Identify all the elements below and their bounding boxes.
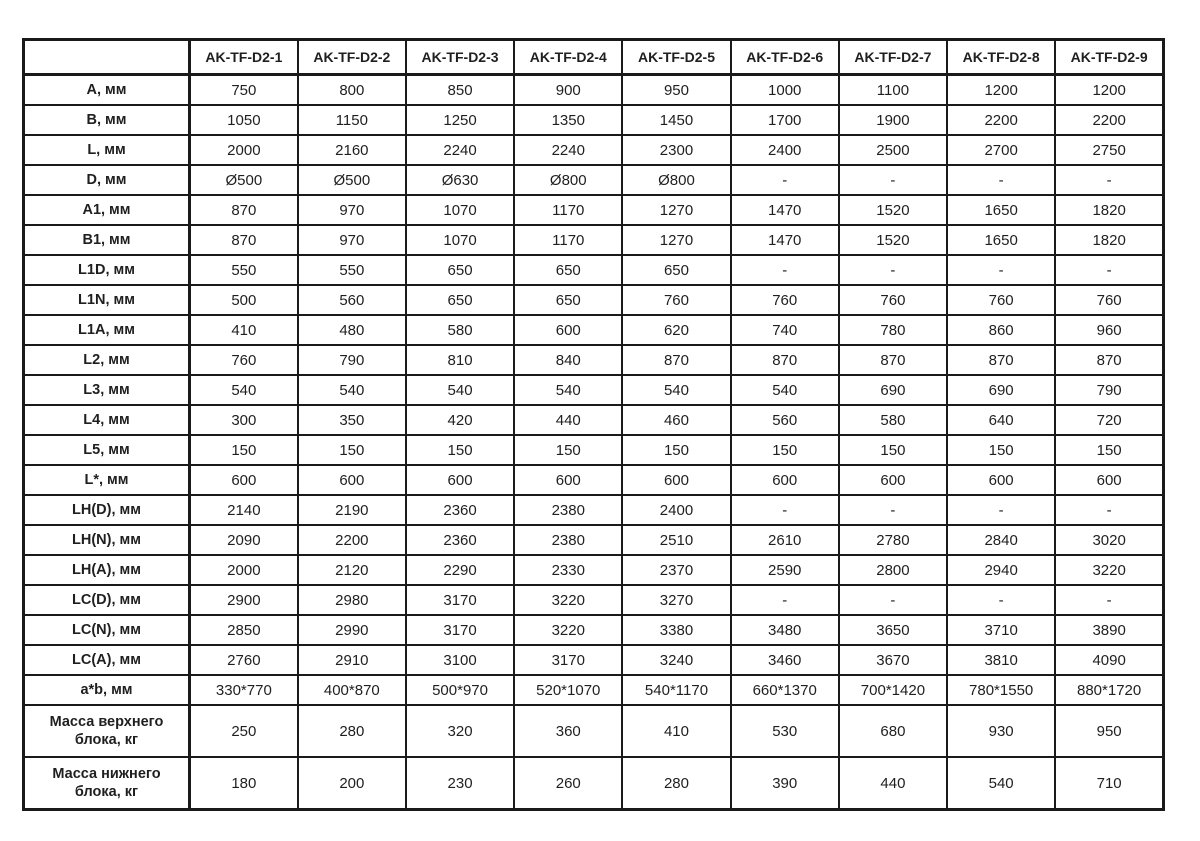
cell: 2800 (839, 555, 947, 585)
table-row (24, 585, 1164, 615)
cell: 1470 (731, 225, 839, 255)
cell: 1100 (839, 75, 947, 106)
cell: 1520 (839, 225, 947, 255)
row-label: L4, мм (24, 405, 190, 435)
cell: 3810 (947, 645, 1055, 675)
cell: 2380 (514, 525, 622, 555)
cell: 2510 (622, 525, 730, 555)
table-row (24, 375, 1164, 405)
cell: Ø500 (190, 165, 298, 195)
cell: Ø800 (622, 165, 730, 195)
cell: 2980 (298, 585, 406, 615)
cell: 3270 (622, 585, 730, 615)
cell: 280 (622, 757, 730, 810)
table-row (24, 495, 1164, 525)
cell: 250 (190, 705, 298, 757)
row-label: L1A, мм (24, 315, 190, 345)
cell: 1000 (731, 75, 839, 106)
table-row (24, 225, 1164, 255)
cell: 540 (514, 375, 622, 405)
cell: 620 (622, 315, 730, 345)
table-row (24, 195, 1164, 225)
cell: 710 (1055, 757, 1163, 810)
header-row (24, 40, 1164, 75)
cell: - (1055, 495, 1163, 525)
column-header: AK-TF-D2-5 (622, 40, 730, 75)
column-header: AK-TF-D2-9 (1055, 40, 1163, 75)
cell: 1050 (190, 105, 298, 135)
column-header: AK-TF-D2-1 (190, 40, 298, 75)
cell: 3220 (514, 615, 622, 645)
cell: 460 (622, 405, 730, 435)
column-header: AK-TF-D2-6 (731, 40, 839, 75)
cell: 350 (298, 405, 406, 435)
cell: 690 (947, 375, 1055, 405)
cell: 2160 (298, 135, 406, 165)
cell: 540 (298, 375, 406, 405)
cell: 2240 (406, 135, 514, 165)
table-row (24, 465, 1164, 495)
cell: 840 (514, 345, 622, 375)
cell: 2990 (298, 615, 406, 645)
cell: 540 (406, 375, 514, 405)
cell: 3170 (406, 585, 514, 615)
cell: 2330 (514, 555, 622, 585)
cell: 2700 (947, 135, 1055, 165)
cell: 2360 (406, 495, 514, 525)
cell: 1820 (1055, 225, 1163, 255)
cell: 1200 (947, 75, 1055, 106)
cell: 3380 (622, 615, 730, 645)
cell: 230 (406, 757, 514, 810)
cell: 600 (1055, 465, 1163, 495)
cell: 410 (190, 315, 298, 345)
cell: - (731, 585, 839, 615)
row-label: L5, мм (24, 435, 190, 465)
cell: 320 (406, 705, 514, 757)
cell: Ø800 (514, 165, 622, 195)
cell: 870 (947, 345, 1055, 375)
cell: 870 (839, 345, 947, 375)
cell: 690 (839, 375, 947, 405)
cell: 600 (406, 465, 514, 495)
cell: - (947, 255, 1055, 285)
table-row (24, 645, 1164, 675)
cell: 810 (406, 345, 514, 375)
cell: 680 (839, 705, 947, 757)
table-row (24, 435, 1164, 465)
table-row (24, 615, 1164, 645)
cell: 150 (731, 435, 839, 465)
cell: 700*1420 (839, 675, 947, 705)
cell: 3710 (947, 615, 1055, 645)
cell: 280 (298, 705, 406, 757)
cell: 1070 (406, 195, 514, 225)
cell: 540 (731, 375, 839, 405)
cell: 500*970 (406, 675, 514, 705)
cell: 2000 (190, 555, 298, 585)
cell: 2370 (622, 555, 730, 585)
row-label: B1, мм (24, 225, 190, 255)
cell: 860 (947, 315, 1055, 345)
cell: - (731, 165, 839, 195)
cell: 3650 (839, 615, 947, 645)
cell: 2400 (622, 495, 730, 525)
row-label: D, мм (24, 165, 190, 195)
cell: 800 (298, 75, 406, 106)
cell: 540 (622, 375, 730, 405)
cell: 760 (190, 345, 298, 375)
cell: 580 (406, 315, 514, 345)
cell: - (731, 495, 839, 525)
cell: 3100 (406, 645, 514, 675)
cell: 660*1370 (731, 675, 839, 705)
cell: 2760 (190, 645, 298, 675)
cell: 790 (298, 345, 406, 375)
cell: 760 (622, 285, 730, 315)
cell: 560 (298, 285, 406, 315)
cell: 2000 (190, 135, 298, 165)
row-label: L1N, мм (24, 285, 190, 315)
cell: 3890 (1055, 615, 1163, 645)
table-row (24, 405, 1164, 435)
cell: 880*1720 (1055, 675, 1163, 705)
cell: 790 (1055, 375, 1163, 405)
cell: 2500 (839, 135, 947, 165)
cell: 970 (298, 225, 406, 255)
row-label: LH(D), мм (24, 495, 190, 525)
row-label: L2, мм (24, 345, 190, 375)
spec-table-body (24, 75, 1164, 810)
row-label: LH(N), мм (24, 525, 190, 555)
cell: 1350 (514, 105, 622, 135)
cell: 410 (622, 705, 730, 757)
cell: 530 (731, 705, 839, 757)
table-row (24, 75, 1164, 106)
row-label: А, мм (24, 75, 190, 106)
cell: 2940 (947, 555, 1055, 585)
cell: 950 (622, 75, 730, 106)
table-row (24, 315, 1164, 345)
cell: 150 (406, 435, 514, 465)
corner-cell (24, 40, 190, 75)
cell: 650 (406, 285, 514, 315)
table-row (24, 555, 1164, 585)
row-label: L*, мм (24, 465, 190, 495)
cell: 150 (947, 435, 1055, 465)
spec-table-header (24, 40, 1164, 75)
row-label: L, мм (24, 135, 190, 165)
cell: 1470 (731, 195, 839, 225)
cell: 600 (514, 315, 622, 345)
cell: 4090 (1055, 645, 1163, 675)
cell: 3220 (1055, 555, 1163, 585)
cell: 150 (622, 435, 730, 465)
cell: - (947, 585, 1055, 615)
cell: 2120 (298, 555, 406, 585)
table-row (24, 285, 1164, 315)
cell: 560 (731, 405, 839, 435)
column-header: AK-TF-D2-4 (514, 40, 622, 75)
cell: 1150 (298, 105, 406, 135)
cell: 600 (947, 465, 1055, 495)
cell: 950 (1055, 705, 1163, 757)
cell: 540*1170 (622, 675, 730, 705)
cell: 740 (731, 315, 839, 345)
cell: - (1055, 585, 1163, 615)
cell: 960 (1055, 315, 1163, 345)
cell: - (839, 585, 947, 615)
cell: 550 (190, 255, 298, 285)
cell: - (839, 495, 947, 525)
cell: 500 (190, 285, 298, 315)
row-label: Масса верхнего блока, кг (24, 705, 190, 757)
cell: 870 (622, 345, 730, 375)
cell: 2400 (731, 135, 839, 165)
row-label: LH(A), мм (24, 555, 190, 585)
cell: - (731, 255, 839, 285)
cell: Ø630 (406, 165, 514, 195)
cell: 780 (839, 315, 947, 345)
cell: 1450 (622, 105, 730, 135)
cell: 2200 (298, 525, 406, 555)
cell: 2290 (406, 555, 514, 585)
table-row (24, 135, 1164, 165)
cell: 2590 (731, 555, 839, 585)
cell: 2300 (622, 135, 730, 165)
cell: 600 (298, 465, 406, 495)
row-label: LC(D), мм (24, 585, 190, 615)
cell: 3240 (622, 645, 730, 675)
cell: 580 (839, 405, 947, 435)
cell: 260 (514, 757, 622, 810)
cell: 3480 (731, 615, 839, 645)
row-label: LC(N), мм (24, 615, 190, 645)
cell: - (947, 495, 1055, 525)
cell: 480 (298, 315, 406, 345)
table-row (24, 757, 1164, 810)
cell: - (947, 165, 1055, 195)
cell: - (839, 255, 947, 285)
cell: 2360 (406, 525, 514, 555)
cell: 2750 (1055, 135, 1163, 165)
cell: 600 (839, 465, 947, 495)
row-label: Масса нижнего блока, кг (24, 757, 190, 810)
cell: 1820 (1055, 195, 1163, 225)
cell: 1270 (622, 225, 730, 255)
table-row (24, 345, 1164, 375)
cell: 930 (947, 705, 1055, 757)
cell: 400*870 (298, 675, 406, 705)
cell: - (839, 165, 947, 195)
cell: 200 (298, 757, 406, 810)
spec-table (22, 38, 1165, 811)
cell: 760 (947, 285, 1055, 315)
cell: 2380 (514, 495, 622, 525)
table-row (24, 165, 1164, 195)
cell: 2610 (731, 525, 839, 555)
cell: 600 (190, 465, 298, 495)
cell: 650 (514, 285, 622, 315)
cell: 2840 (947, 525, 1055, 555)
row-label: В, мм (24, 105, 190, 135)
cell: 150 (298, 435, 406, 465)
cell: 2910 (298, 645, 406, 675)
row-label: a*b, мм (24, 675, 190, 705)
cell: 720 (1055, 405, 1163, 435)
cell: 150 (1055, 435, 1163, 465)
cell: 1250 (406, 105, 514, 135)
cell: 760 (839, 285, 947, 315)
cell: - (1055, 165, 1163, 195)
cell: 1170 (514, 195, 622, 225)
cell: 650 (406, 255, 514, 285)
cell: 3220 (514, 585, 622, 615)
cell: 1270 (622, 195, 730, 225)
cell: 650 (622, 255, 730, 285)
cell: 600 (731, 465, 839, 495)
cell: 540 (947, 757, 1055, 810)
cell: 2200 (947, 105, 1055, 135)
cell: 1650 (947, 225, 1055, 255)
cell: 3460 (731, 645, 839, 675)
cell: 2140 (190, 495, 298, 525)
cell: 1070 (406, 225, 514, 255)
cell: 760 (1055, 285, 1163, 315)
cell: 420 (406, 405, 514, 435)
cell: 3670 (839, 645, 947, 675)
cell: 330*770 (190, 675, 298, 705)
cell: 780*1550 (947, 675, 1055, 705)
cell: 870 (190, 195, 298, 225)
cell: 540 (190, 375, 298, 405)
cell: 3020 (1055, 525, 1163, 555)
cell: 2900 (190, 585, 298, 615)
table-row (24, 705, 1164, 757)
cell: - (1055, 255, 1163, 285)
cell: 520*1070 (514, 675, 622, 705)
cell: 150 (190, 435, 298, 465)
cell: 600 (622, 465, 730, 495)
cell: 1650 (947, 195, 1055, 225)
table-row (24, 255, 1164, 285)
cell: 750 (190, 75, 298, 106)
cell: 970 (298, 195, 406, 225)
cell: 360 (514, 705, 622, 757)
cell: 850 (406, 75, 514, 106)
cell: 3170 (514, 645, 622, 675)
table-row (24, 105, 1164, 135)
cell: 390 (731, 757, 839, 810)
cell: 300 (190, 405, 298, 435)
row-label: L1D, мм (24, 255, 190, 285)
cell: 2780 (839, 525, 947, 555)
cell: 650 (514, 255, 622, 285)
cell: 600 (514, 465, 622, 495)
cell: 2850 (190, 615, 298, 645)
column-header: AK-TF-D2-7 (839, 40, 947, 75)
cell: 150 (839, 435, 947, 465)
cell: 550 (298, 255, 406, 285)
cell: 150 (514, 435, 622, 465)
cell: 1200 (1055, 75, 1163, 106)
cell: 2090 (190, 525, 298, 555)
cell: 2240 (514, 135, 622, 165)
cell: 1900 (839, 105, 947, 135)
cell: 180 (190, 757, 298, 810)
row-label: LC(A), мм (24, 645, 190, 675)
cell: Ø500 (298, 165, 406, 195)
row-label: A1, мм (24, 195, 190, 225)
cell: 440 (514, 405, 622, 435)
cell: 640 (947, 405, 1055, 435)
table-row (24, 675, 1164, 705)
cell: 760 (731, 285, 839, 315)
cell: 1170 (514, 225, 622, 255)
column-header: AK-TF-D2-3 (406, 40, 514, 75)
cell: 2190 (298, 495, 406, 525)
column-header: AK-TF-D2-8 (947, 40, 1055, 75)
cell: 900 (514, 75, 622, 106)
cell: 1700 (731, 105, 839, 135)
row-label: L3, мм (24, 375, 190, 405)
cell: 870 (731, 345, 839, 375)
table-row (24, 525, 1164, 555)
cell: 3170 (406, 615, 514, 645)
cell: 870 (1055, 345, 1163, 375)
cell: 2200 (1055, 105, 1163, 135)
cell: 1520 (839, 195, 947, 225)
cell: 440 (839, 757, 947, 810)
cell: 870 (190, 225, 298, 255)
column-header: AK-TF-D2-2 (298, 40, 406, 75)
